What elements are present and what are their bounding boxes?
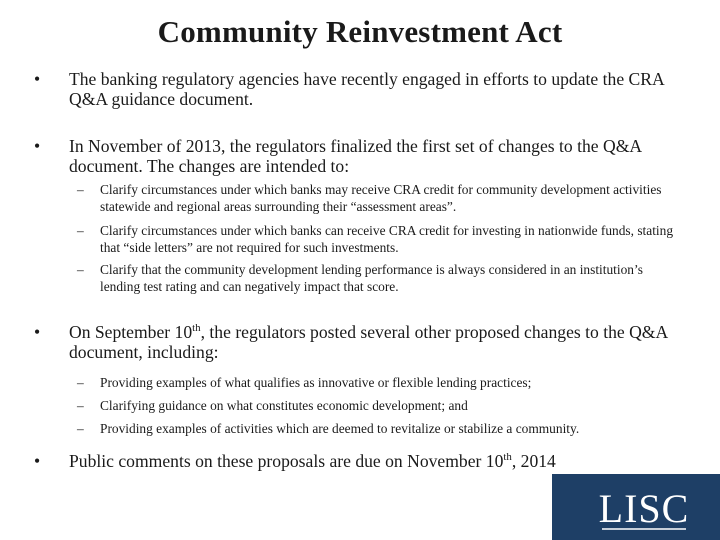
bullet-text-part: On September 10: [69, 322, 193, 342]
lisc-logo: [552, 474, 720, 540]
bullet-marker: •: [34, 451, 41, 471]
bullet-text: [69, 322, 679, 362]
sub-bullet-text: Providing examples of activities which are deemed to revitalize or stabilize a community.: [100, 421, 580, 436]
bullet-marker: •: [34, 322, 41, 342]
sub-bullet-text: Clarify circumstances under which banks can receive CRA credit for investing in nationwide funds, stating that “side letters” are not required for such investments.: [100, 223, 674, 255]
sub-bullet-text: Clarifying guidance on what constitutes economic development; and: [100, 398, 468, 413]
bullet-text-part: Public comments on these proposals are due on November 10: [69, 451, 504, 471]
dash-marker: –: [77, 262, 84, 277]
dash-marker: –: [77, 375, 84, 390]
sub-bullet-text: Providing examples of what qualifies as innovative or flexible lending practices;: [100, 375, 532, 390]
ordinal-suffix: th: [192, 322, 201, 334]
bullet-text: In November of 2013, the regulators finalized the first set of changes to the Q&A document. The changes are intended to:: [69, 136, 642, 176]
sub-bullet-text: Clarify circumstances under which banks may receive CRA credit for community development activities statewide and regional areas surrounding their “assessment areas”.: [100, 182, 662, 214]
dash-marker: –: [77, 223, 84, 238]
lisc-logo-text: LISC: [598, 486, 690, 531]
bullet-marker: •: [34, 69, 41, 89]
lisc-logo-mark: [552, 474, 720, 540]
bullet-text-part: , the regulators posted several other proposed changes to the Q&A document, including:: [69, 322, 668, 362]
dash-marker: –: [77, 182, 84, 197]
dash-marker: –: [77, 398, 84, 413]
ordinal-suffix: th: [503, 451, 512, 463]
slide-title: Community Reinvestment Act: [157, 14, 563, 49]
bullet-marker: •: [34, 136, 41, 156]
bullet-text: The banking regulatory agencies have recently engaged in efforts to update the CRA Q&A guidance document.: [69, 69, 664, 109]
bullet-text: [69, 451, 679, 471]
bullet-text-part: , 2014: [511, 451, 556, 471]
dash-marker: –: [77, 421, 84, 436]
sub-bullet-text: Clarify that the community development lending performance is always considered in an institution’s lending test rating and can negatively impact that score.: [100, 262, 643, 294]
